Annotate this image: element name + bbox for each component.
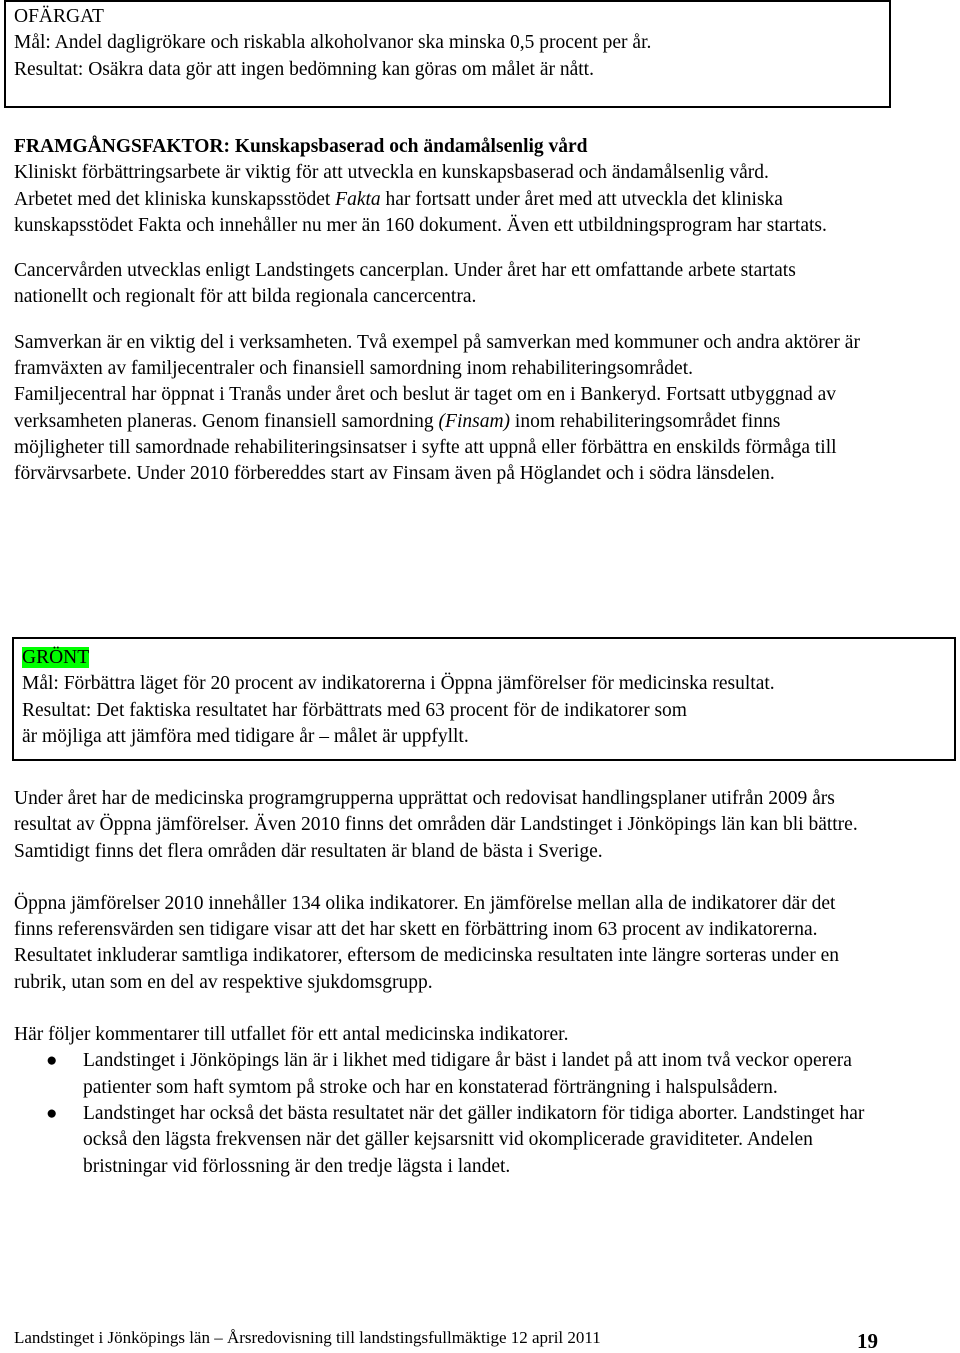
text-run-italic: (Finsam) (438, 410, 511, 432)
list-item (14, 1101, 874, 1180)
text-run: Arbetet med det kliniska kunskapsstödet (14, 188, 336, 210)
result-text-line1: Resultat: Det faktiska resultatet har förbättrats med 63 procent för de indikatorer som (22, 699, 687, 721)
result-text-line2: är möjliga att jämföra med tidigare år – målet är uppfyllt. (22, 725, 469, 747)
text-run-italic: Fakta (335, 188, 381, 210)
page-number: 19 (857, 1329, 878, 1353)
section-heading: FRAMGÅNGSFAKTOR: Kunskapsbaserad och ändamålsenlig vård (14, 136, 588, 157)
paragraph: Samverkan är en viktig del i verksamheten. Två exempel på samverkan med kommuner och andra aktörer är framväxten av familjecentraler och finansiell samordning inom rehabiliteringsområdet. (14, 331, 860, 380)
gront-status-box (12, 637, 956, 761)
goal-text: Mål: Andel dagligrökare och riskabla alkoholvanor ska minska 0,5 procent per år. (14, 32, 652, 54)
paragraph (14, 187, 854, 240)
bullet-list (14, 1048, 874, 1179)
paragraph: Kliniskt förbättringsarbete är viktig för att utveckla en kunskapsbaserad och ändamålsenlig vård. (14, 162, 769, 184)
list-item-text: Landstinget i Jönköpings län är i likhet med tidigare år bäst i landet på att inom två veckor operera patienter som haft symtom på stroke och har en konstaterad förträngning i halspulsådern. (83, 1050, 852, 1098)
status-label-highlight: GRÖNT (22, 647, 90, 668)
list-item-text: Landstinget har också det bästa resultatet när det gäller indikatorn för tidiga aborter. Landstinget har också den lägsta frekvensen när det gäller kejsarsnitt vid okomplicerade graviditeter. Andelen bristningar vid förlossning är den tredje lägsta i landet. (83, 1102, 865, 1177)
text-run: har fortsatt under året med att utveckla det kliniska kunskapsstödet Fakta och innehåller nu mer än 160 dokument. Även ett utbildningsprogram har startats. (14, 188, 827, 236)
text-run: inom rehabiliteringsområdet finns möjligheter till samordnade rehabiliteringsinsatser i syfte att uppnå eller förbättra en enskilds förmåga till förvärvsarbete. Under 2010 förbereddes start av Finsam även på Höglandet och i södra länsdelen. (14, 410, 837, 485)
status-label (22, 645, 954, 671)
list-item (14, 1048, 874, 1101)
footer-text: Landstinget i Jönköpings län – Årsredovisning till landstingsfullmäktige 12 april 2011 (14, 1328, 601, 1347)
framgang-section (14, 134, 954, 488)
text-run: Familjecentral har öppnat i Tranås under året och beslut är taget om en i Bankeryd. Fortsatt utbyggnad av verksamheten planeras. Genom finansiell samordning (14, 384, 837, 432)
paragraph: Cancervården utvecklas enligt Landstingets cancerplan. Under året har ett omfattande arbete startats nationellt och regionalt för att bilda regionala cancercentra. (14, 260, 796, 308)
ofargat-status-box (4, 0, 891, 108)
paragraph: Under året har de medicinska programgrupperna upprättat och redovisat handlingsplaner utifrån 2009 års resultat av Öppna jämförelser. Även 2010 finns det områden där Landstinget i Jönköpings län kan bli bättre. Samtidigt finns det flera områden där resultaten är bland de bästa i Sverige. (14, 788, 858, 862)
page-footer (14, 1327, 954, 1353)
medicin-section (14, 786, 954, 1180)
status-label: OFÄRGAT (14, 6, 104, 27)
bullet-icon: ● (46, 1102, 58, 1124)
goal-text: Mål: Förbättra läget för 20 procent av indikatorerna i Öppna jämförelser för medicinska resultat. (22, 673, 775, 695)
result-text: Resultat: Osäkra data gör att ingen bedömning kan göras om målet är nått. (14, 58, 594, 80)
bullet-icon: ● (46, 1050, 58, 1072)
paragraph: Öppna jämförelser 2010 innehåller 134 olika indikatorer. En jämförelse mellan alla de indikatorer där det finns referensvärden sen tidigare visar att det har skett en förbättring inom 63 procent av indikatorerna. Resultatet inkluderar samtliga indikatorer, eftersom de medicinska resultaten inte längre sorteras under en rubrik, utan som en del av respektive sjukdomsgrupp. (14, 892, 839, 993)
paragraph: Här följer kommentarer till utfallet för ett antal medicinska indikatorer. (14, 1024, 569, 1046)
paragraph (14, 382, 874, 487)
